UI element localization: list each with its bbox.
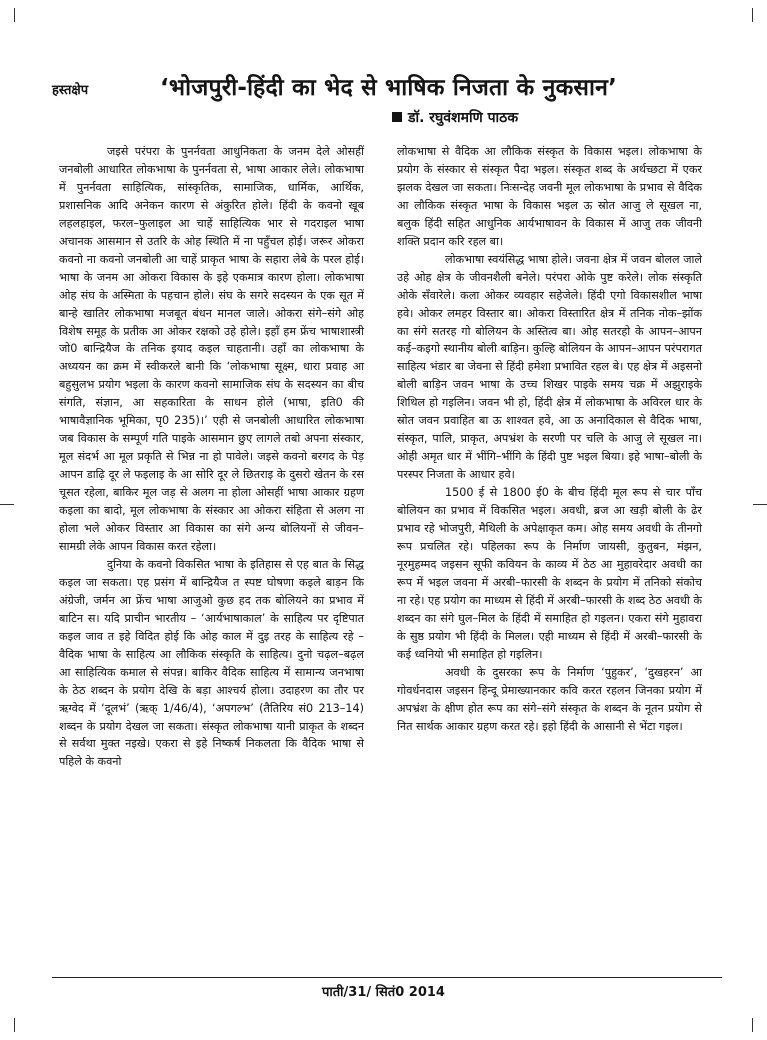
paragraph: दुनिया के कवनो विकसित भाषा के इतिहास से एह बात के सिद्ध कइल जा सकता। एह प्रसंग में बान्द्रियैज त स्पष्ट घोषणा कइले बाड़न कि अंग्रेजी, जर्मन आ फ्रेंच भाषा आजुओ कुछ हद तक बोलियने का प्रभाव में बाटिन स। यदि प्राचीन भारतीय – ‘आर्यभाषाकाल’ के साहित्य पर दृष्टिपात कइल जाव त इहे विदित होई कि ओह काल में दुइ तरह के साहित्य रहे – वैदिक भाषा के साहित्य आ लौकिक संस्कृति के साहित्य। दुनो चढ़ल–बढ़ल आ साहित्यिक कमाल से संपन्न। बाकिर वैदिक साहित्य में सामान्य जनभाषा के ठेठ शब्दन के प्रयोग देखि के बड़ा आश्चर्य होला। उदाहरण का तौर पर ऋग्वेद में ‘दूलभं’ (ऋक् 1/46/4), ‘अपगल्भ’ (तैतिरिय सं0 213–14) शब्दन के प्रयोग देखल जा सकता। संस्कृत लोकभाषा यानी प्राकृत के शब्दन से सर्वथा मुक्त नइखे। एकरा से इहे निष्कर्ष निकलता कि वैदिक भाषा से पहिले के कवनो bbox=[59, 557, 364, 769]
left-column bbox=[59, 143, 364, 771]
section-label: हस्तक्षेप bbox=[52, 83, 89, 98]
bullet-square-icon bbox=[392, 112, 402, 122]
crop-mark bbox=[0, 504, 14, 505]
paragraph: 1500 ई से 1800 ई0 के बीच हिंदी मूल रूप से चार पाँच बोलियन का प्रभाव में विकसित भइल। अवधी, ब्रज आ खड़ी बोली के ढेर प्रभाव रहे भोजपुरी, मैथिली के अपेक्षाकृत कम। ओह समय अवधी के तीनगो रूप प्रचलित रहे। पहिलका रूप के निर्माण जायसी, कुतुबन, मंझन, नूरमुहम्मद जइसन सूफी कवियन के काव्य में ठेठ आ मुहावरेदार अवधी का रूप में भइल जवना में अरबी–फारसी के शब्दन के प्रयोग में तनिको संकोच ना रहे। एह प्रयोग का माध्यम से हिंदी में अरबी–फारसी के शब्द ठेठ अवधी के शब्दन का संगे घुल–मिल के हिंदी में समाहित हो गइलन। एकरा संगे मुहावरा के सुष्ठ प्रयोग भी हिंदी के मिलल। एही माध्यम से हिंदी में अरबी–फारसी के कई ध्वनियो भी समाहित हो गइलिन। bbox=[397, 486, 702, 661]
crop-mark bbox=[753, 504, 767, 505]
crop-mark bbox=[752, 8, 753, 22]
article-title: ‘भोजपुरी-हिंदी का भेद से भाषिक निजता के नुकसान’ bbox=[160, 75, 618, 101]
footer-divider bbox=[52, 977, 722, 978]
author-name: डॉ. रघुवंशमणि पाठक bbox=[408, 110, 519, 126]
crop-mark bbox=[752, 1018, 753, 1032]
article-header bbox=[52, 66, 732, 126]
paragraph: अवधी के दुसरका रूप के निर्माण ‘पुहुकर’, ‘दुखहरन’ आ गोवर्धनदास जइसन हिन्दू प्रेमाख्यानकार कवि करत रहलन जिनका प्रयोग में अपभ्रंश के क्षीण होत रूप का संगे–संगे संस्कृत के शब्दन के नूतन प्रयोग से नित सार्थक आकार ग्रहण करत रहे। इहो हिंदी के आसानी से भेंटा गइल। bbox=[397, 665, 702, 733]
crop-mark bbox=[14, 8, 15, 22]
crop-mark bbox=[14, 1018, 15, 1032]
paragraph: लोकभाषा से वैदिक आ लौकिक संस्कृत के विकास भइल। लोकभाषा के प्रयोग के संस्कार से संस्कृत पैदा भइल। संस्कृत शब्द के अर्थच्छटा में एकर झलक देखल जा सकता। निःसन्देह जवनी मूल लोकभाषा के प्रभाव से वैदिक आ लौकिक संस्कृत भाषा के विकास भइल ऊ स्रोत आजु ले सूखल ना, बलुक हिंदी सहित आधुनिक आर्यभाषावन के विकास में आजु तक जीवनी शक्ति प्रदान करि रहल बा। bbox=[397, 145, 702, 248]
paragraph: जइसे परंपरा के पुनर्नवता आधुनिकता के जनम देले ओसहीं जनबोली आधारित लोकभाषा के पुनर्नवता से, भाषा आकार लेले। लोकभाषा में पुनर्नवता साहित्यिक, सांस्कृतिक, सामाजिक, धार्मिक, आर्थिक, प्रशासनिक आदि अनेकन कारण से अंकुरित होले। हिंदी के कवनो खूब लहलहाइल, फरल–फुलाइल आ चाहें साहित्यिक भार से गदराइल भाषा अचानक आसमान से उतरि के ओह स्थिति में ना पहुँचल होई। जरूर ओकरा कवनो ना कवनो जनबोली आ चाहें प्राकृत भाषा के सहारा लेबे के परल होई। भाषा के जनम आ ओकरा विकास के इहे एकमात्र कारण होला। लोकभाषा ओह संघ के अस्मिता के पहचान होले। संघ के सगरे सदस्यन के एक सूत में बान्हे खातिर लोकभाषा मजबूत बंधन मानल जाले। ओकरा संगे–संगे ओह विशेष समूह के प्रतीक आ ओकर रक्षको उहे होले। इहाँ हम फ्रेंच भाषाशास्त्री जो0 बान्द्रियैज के तनिक इयाद कइल चाहतानी। उहाँ का लोकभाषा के अध्ययन का क्रम में स्वीकरले बानी कि ‘लोकभाषा सूक्ष्म, धारा प्रवाह आ बहुसुलभ प्रयोग भइला के कारण कवनो सामाजिक संघ के सदस्यन का बीच संगति, संज्ञान, आ सहकारिता के साधन होले (भाषा, इति0 की भाषावैज्ञानिक भूमिका, पृ0 235)।’ एही से जनबोली आधारित लोकभाषा जब विकास के सम्पूर्ण गति पाइके आसमान छुए लागले तबो अपना संस्कार, मूल संदर्भ आ मूल प्रकृति से भिन्न ना हो पावेले। जइसे कवनो बरगद के पेड़ आपन डाढ़ि दूर ले फइलाइ के आ सोरि दूर ले छितराइ के दुसरो खेतन के रस चूसत रहेला, बाकिर मूल जड़ से अलग ना होला ओसहीं भाषा आकार ग्रहण कइला का बादो, मूल लोकभाषा के संस्कार आ ओकरा संहिता से अलग ना होला भले ओकर विस्तार आ विकास का संगे अन्य बोलियनों से जीवन–सामग्री लेके आपन विकास करत रहेला। bbox=[59, 145, 364, 553]
right-column bbox=[397, 143, 702, 735]
page-footer: पाती/31/ सितं0 2014 bbox=[322, 985, 445, 1000]
author-byline bbox=[392, 108, 518, 127]
paragraph: लोकभाषा स्वयंसिद्ध भाषा होले। जवना क्षेत्र में जवन बोलल जाले उहे ओह क्षेत्र के जीवनशैली बनेले। परंपरा ओके पुष्ट करेले। लोक संस्कृति ओके सँवारेले। कला ओकर व्यवहार सहेजेले। हिंदी एगो विकासशील भाषा हवे। ओकर लमहर विस्तार बा। ओकरा विस्तारित क्षेत्र में तनिक नोक–झोंक का संगे सतरह गो बोलियन के अस्तित्व बा। ओह सतरहो के आपन–आपन कई–कइगो स्थानीय बोली बाड़िन। कुल्हि बोलियन के आपन–आपन परंपरागत साहित्य भंडार बा जेवना से हिंदी हमेशा प्रभावित रहल बे। एह क्षेत्र में अइसनो बोली बाड़िन जवन भाषा के उच्च शिखर पाइके समय चक्र में अझुराइके शिथिल हो गइलिन। जवन भी हो, हिंदी क्षेत्र में लोकभाषा के अविरल धार के स्रोत जवन प्रवाहित बा ऊ शाश्वत हवे, आ ऊ अनादिकाल से वैदिक भाषा, संस्कृत, पालि, प्राकृत, अपभ्रंश के सरणी पर चलि के आजु ले सूखल ना। ओही अमृत धार में भींगि–भींगि के हिंदी पुष्ट भइल बिया। इहे भाषा–बोली के परस्पर निजता के आधार हवे। bbox=[397, 252, 702, 482]
